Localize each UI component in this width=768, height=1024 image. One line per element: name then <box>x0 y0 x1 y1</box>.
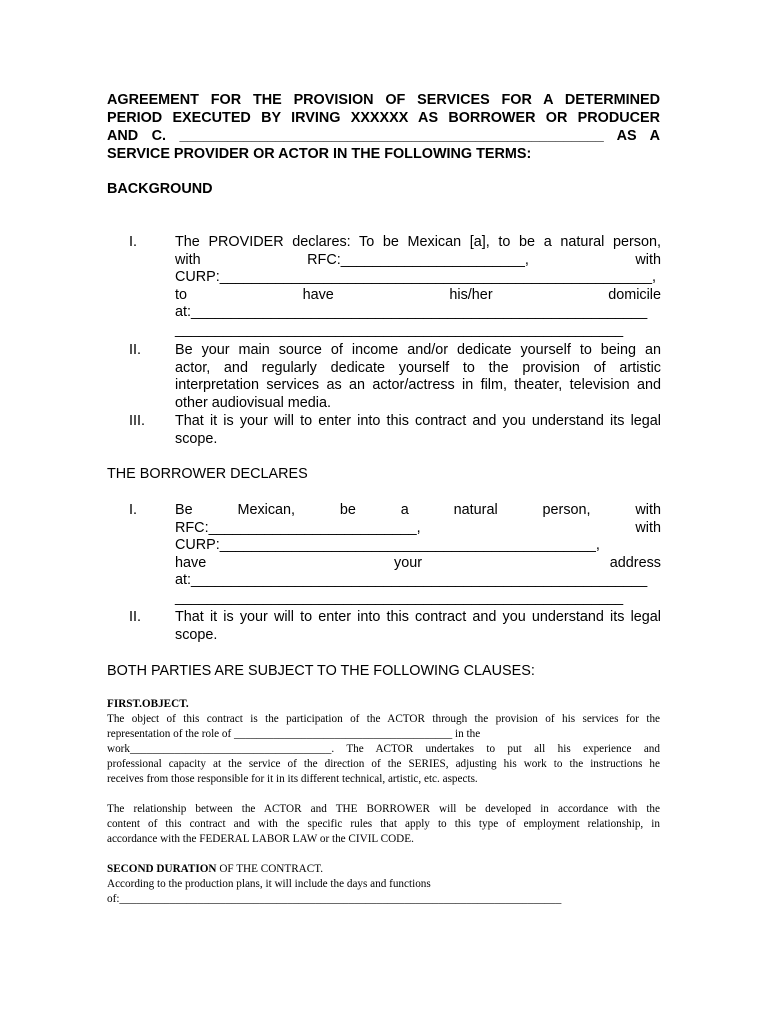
text-line: ________________________________________________________ <box>175 321 624 338</box>
title-line: SERVICE PROVIDER OR ACTOR IN THE FOLLOWING TERMS: <box>107 146 532 162</box>
text-line: actor, and regularly dedicate yourself to the provision of artistic <box>175 359 661 376</box>
text-line: CURP:_______________________________________________, <box>175 537 600 553</box>
clause-line: professional capacity at the service of the direction of the SERIES, adjusting his work to the instructions he <box>107 758 660 770</box>
title-line: PERIOD EXECUTED BY IRVING XXXXXX AS BORROWER OR PRODUCER <box>107 110 660 126</box>
item-number: I. <box>129 234 137 250</box>
relationship-paragraph <box>107 802 660 847</box>
background-heading: BACKGROUND <box>107 181 213 197</box>
text-line: interpretation services as an actor/actress in film, theater, television and <box>175 377 661 393</box>
clause-line: receives from those responsible for it in its different technical, artistic, etc. aspects. <box>107 773 478 785</box>
text-line: at:_________________________________________________________ <box>175 304 648 320</box>
clauses-heading: BOTH PARTIES ARE SUBJECT TO THE FOLLOWING CLAUSES: <box>107 663 535 679</box>
second-duration-clause <box>107 862 660 907</box>
agreement-title <box>107 91 660 163</box>
text-line: ________________________________________________________ <box>175 589 624 606</box>
clause-heading-rest: OF THE CONTRACT. <box>216 863 324 875</box>
clause-line: of:_______________________________________________________________________________ <box>107 893 562 905</box>
text-line: That it is your will to enter into this contract and you understand its legal <box>175 413 661 429</box>
text-line: to have his/her domicile <box>175 286 661 303</box>
text-line: scope. <box>175 626 218 643</box>
clause-heading <box>107 862 660 877</box>
text-line: at:_________________________________________________________ <box>175 572 648 588</box>
item-text <box>175 342 661 412</box>
text-line: The PROVIDER declares: To be Mexican [a], to be a natural person, <box>175 234 661 250</box>
clause-line: work____________________________________. The ACTOR undertakes to put all his experience and <box>107 743 660 755</box>
item-text <box>175 413 661 448</box>
item-text <box>175 234 661 339</box>
text-line: scope. <box>175 430 218 447</box>
text-line: Be Mexican, be a natural person, with <box>175 502 661 518</box>
borrower-heading: THE BORROWER DECLARES <box>107 466 308 482</box>
text-line: RFC:__________________________, with <box>175 519 661 536</box>
item-number: II. <box>129 342 141 358</box>
title-line: AND C. _____________________________________________________ AS A <box>107 128 660 144</box>
text-line: That it is your will to enter into this contract and you understand its legal <box>175 609 661 625</box>
item-number: III. <box>129 413 145 429</box>
clause-line: The relationship between the ACTOR and THE BORROWER will be developed in accordance with the <box>107 803 660 815</box>
text-line: other audiovisual media. <box>175 394 331 411</box>
clause-line: The object of this contract is the participation of the ACTOR through the provision of his services for the <box>107 713 660 725</box>
text-line: with RFC:_______________________, with <box>175 251 661 268</box>
clause-line: accordance with the FEDERAL LABOR LAW or the CIVIL CODE. <box>107 833 414 845</box>
item-text <box>175 609 661 644</box>
text-line: have your address <box>175 554 661 571</box>
clause-heading-bold: SECOND DURATION <box>107 863 217 875</box>
item-text <box>175 502 661 607</box>
first-object-clause <box>107 697 660 787</box>
clause-line: According to the production plans, it will include the days and functions <box>107 878 431 890</box>
clause-line: content of this contract and with the specific rules that apply to this type of employment relationship, in <box>107 818 660 830</box>
item-number: I. <box>129 502 137 518</box>
clause-line: representation of the role of _______________________________________ in the <box>107 728 481 740</box>
text-line: Be your main source of income and/or dedicate yourself to being an <box>175 342 661 358</box>
title-line: AGREEMENT FOR THE PROVISION OF SERVICES FOR A DETERMINED <box>107 92 660 108</box>
item-number: II. <box>129 609 141 625</box>
text-line: CURP:______________________________________________________, <box>175 269 656 285</box>
clause-heading: FIRST.OBJECT. <box>107 698 189 710</box>
